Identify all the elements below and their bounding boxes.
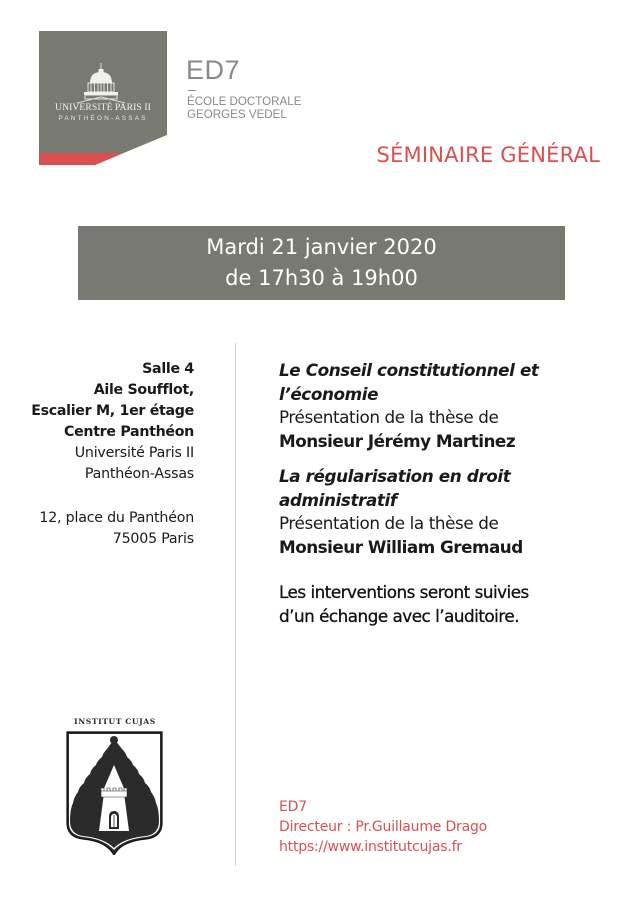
venue-room: Salle 4: [142, 361, 194, 377]
logo-university-name: UNIVERSITÉ PARIS II: [55, 102, 151, 113]
talk-title-line2: l’économie: [279, 383, 379, 404]
spacer: [20, 485, 194, 508]
spacer: [279, 559, 619, 581]
closing-note-line2: d’un échange avec l’auditoire.: [279, 605, 520, 626]
venue-info: [20, 359, 194, 550]
footer-org: ED7: [279, 799, 307, 815]
closing-note-line1: Les interventions seront suivies: [279, 582, 529, 602]
crest-label: INSTITUT CUJAS: [74, 717, 156, 726]
talk-item: [279, 359, 619, 453]
talk-intro: Présentation de la thèse de: [279, 513, 499, 533]
school-dash-divider: [188, 90, 196, 91]
venue-campus: Panthéon-Assas: [84, 466, 194, 482]
footer-website-link[interactable]: https://www.institutcujas.fr: [279, 839, 462, 855]
venue-wing: Aile Soufflot,: [93, 382, 194, 398]
school-name-line1: ÉCOLE DOCTORALE: [187, 95, 302, 108]
venue-stairs: Escalier M, 1er étage: [31, 403, 194, 419]
logo-university-subname: PANTHÉON-ASSAS: [58, 115, 148, 122]
talk-title-line1: Le Conseil constitutionnel et: [279, 360, 539, 380]
venue-street: 12, place du Panthéon: [39, 510, 194, 526]
venue-centre: Centre Panthéon: [63, 424, 194, 440]
footer-contact: [279, 797, 487, 857]
program: [279, 359, 619, 628]
institut-cujas-crest-icon: [66, 731, 163, 855]
talk-speaker: Monsieur William Gremaud: [279, 536, 523, 557]
spacer: [279, 453, 619, 465]
column-divider: [235, 343, 236, 866]
talk-intro: Présentation de la thèse de: [279, 407, 499, 427]
logo-background: [39, 31, 167, 165]
event-date: Mardi 21 janvier 2020: [206, 235, 437, 259]
venue-city: 75005 Paris: [112, 531, 194, 547]
date-banner: [78, 226, 565, 300]
seminar-title: SÉMINAIRE GÉNÉRAL: [376, 143, 600, 167]
footer-director: Directeur : Pr.Guillaume Drago: [279, 819, 488, 835]
talk-title-line1: La régularisation en droit: [279, 466, 511, 486]
venue-university: Université Paris II: [74, 445, 194, 461]
talk-title-line2: administratif: [279, 489, 397, 510]
talk-item: [279, 465, 619, 559]
logo-red-strip: [39, 153, 123, 165]
talk-speaker: Monsieur Jérémy Martinez: [279, 430, 516, 451]
universite-paris-ii-logo: [39, 31, 167, 165]
event-time: de 17h30 à 19h00: [225, 266, 418, 290]
school-name-line2: GEORGES VEDEL: [187, 108, 287, 121]
school-code: ED7: [186, 55, 241, 85]
